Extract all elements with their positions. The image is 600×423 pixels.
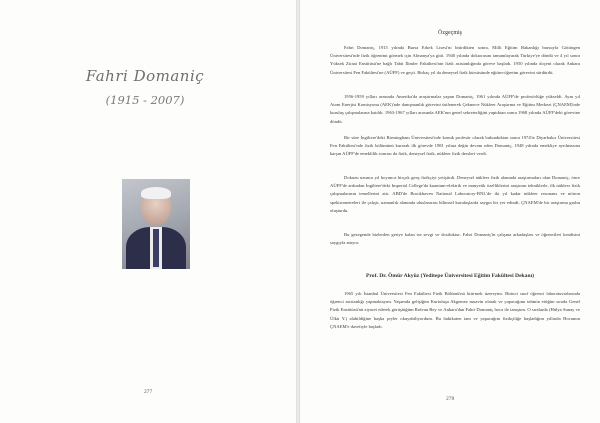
paragraph: Dokuzu uzunca yıl boyunca birçok genç fizikçiyi yetiştirdi. Deneysel nükleer fizik alanında araştırmaları olan Domaniç, önce AÜFF'de ardından İngiltere'deki Imperial College'da kuantum-elektrik ve manyetik özelliklerini araştıran tekniklerle, ilk nükleer fizik çalışmalarının temellerini attı. ABD'de Brookhaven National Laboratory-BNL'de iki yıl kadar nükleer rezonans ve nötron spektrometreleri ile çalıştı, uzmanlık alanında uluslararası bilimsel kuruluşlarda saygın bir yer edindi; ÇNAEM'de bir araştırma grubu oluşturdu. — [330, 175, 580, 213]
paragraph: Bu gezegende bizlerden geriye kalan ise sevgi ve dostluktur. Fahri Domaniç'in çalışma arkadaşları ve öğrencileri kendisini saygıyla anıyor. — [330, 232, 580, 246]
paragraph: 1965 yılı İstanbul Üniversitesi Fen Fakültesi Fizik Bölümü'nü bitirmek üzereyim. Birinci sınıf öğrenci laboratuvarlarında öğrenci asistanlığı yapmaktayım. Yaşamda gelişiğim Kurtuluşa Akgemez muavin olarak ve yapacağımı tahmin ettiğim sırada Genel Fizik Enstitüsü'nü ziyaret ederek görüştüğüm Rıdvan Bey ve Ankara'dan Fahri Domaniç hoca ile tanıştım. O sıralarda (Hülya Sunay ve Ülkü Y.) alabildiğine başka şeyler okuyabiliyordum. Bu hakikaten tam ve yapacağım fizikçiliğe başladığım yıllarda Hocamın ÇNAEM'e davetiyle başladı. — [330, 291, 580, 329]
page-number-left: 277 — [144, 389, 153, 395]
author-heading: Prof. Dr. Ömür Akyüz (Yeditepe Üniversitesi Eğitim Fakültesi Dekanı) — [365, 273, 534, 279]
photo-tie — [153, 229, 159, 267]
page-number-right: 278 — [446, 396, 455, 402]
photo-hair — [141, 187, 171, 199]
paragraph: Fahri Domaniç, 1915 yılında Bursa Erkek Lisesi'ni bitirdikten sonra, Milli Eğitim Bakanlığı bursuyla Göttingen Üniversitesi'nde fizik öğrenimi görmek için Almanya'ya gitti. 1940 yılında doktorasını tamamlayarak Türkiye'ye döndü ve 4 yıl sonra Yüksek Ziraat Enstitüsü'ne bağlı Tabii İlimler Fakültesi'nin fizik asistanlığında göreve başladı. 1950 yılında doçent olarak Ankara Üniversitesi Fen Fakültesi'ne (AÜFF) ve geçti. Birkaç yıl da deneysel fizik kürsüsünde eğitim-öğretim görevini sürdürdü. — [330, 45, 580, 75]
person-name: Fahri Domaniç — [85, 67, 205, 85]
paragraph: 1956-1959 yılları arasında Amerika'da araştırmalar yapan Domaniç, 1961 yılında AÜFF'de profesörlüğe yükseldi. Aynı yıl Atom Enerjisi Komisyonu (AEK)'nde danışmanlık görevini üstlenerek Çekmece Nükleer Araştırma ve Eğitim Merkezi (ÇNAEM)'nde kuruluş çalışmalarına katıldı. 1963-1967 yılları arasında AEK'nın genel sekreterliğini yaptıktan sonra 1968 yılında AÜFF'deki görevine döndü. — [330, 94, 580, 124]
right-page — [300, 0, 600, 423]
section-heading: Özgeçmiş — [438, 30, 462, 36]
left-page — [0, 0, 296, 423]
life-years: (1915 - 2007) — [105, 93, 185, 107]
portrait-photo — [122, 179, 190, 269]
paragraph: Bir süre İngiltere'deki Birmingham Üniversitesi'nde konuk profesör olarak bulunduktan sonra 1974'te Diyarbakır Üniversitesi Fen Fakültesi'nde fizik bölümünü kurarak ilk görevde 1981 yılına değin devam eden Domaniç, 1948 yılında emekliye ayrılmasına karşın AÜFF'de emeklilik sonrası da fizik, deneysel fizik, nükleer fizik dersleri verdi. — [330, 135, 580, 157]
